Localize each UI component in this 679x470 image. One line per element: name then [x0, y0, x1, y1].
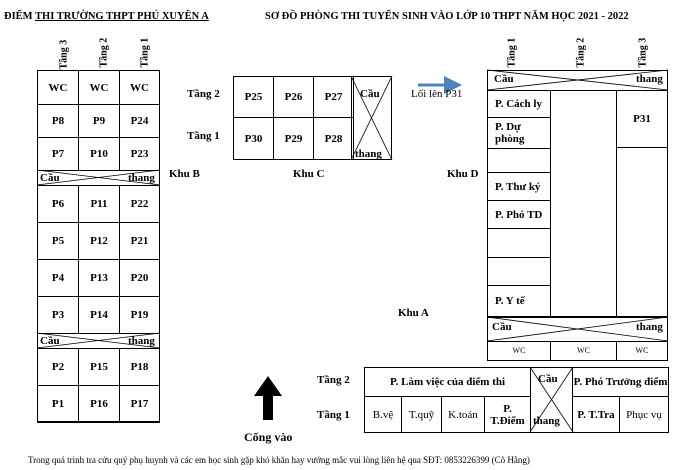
- khu-c-floor1: Tầng 1: [187, 130, 220, 142]
- khu-a-stair-top: Cầu: [538, 373, 558, 385]
- khu-c-name: Khu C: [293, 168, 325, 180]
- khu-d-floor-1: Tầng 1: [506, 37, 518, 68]
- gate-arrow: [254, 376, 282, 420]
- khu-d-room-t1: P. Dự phòng: [487, 117, 551, 149]
- khu-b-room-cell: P9: [78, 104, 120, 138]
- khu-b-room-cell: P3: [37, 296, 79, 334]
- khu-d-stair-bottom-left: Cầu: [492, 321, 512, 333]
- p31-route-text: Lối lên P31: [411, 88, 463, 100]
- khu-b-room-cell: P17: [119, 385, 160, 423]
- khu-b-room-cell: P20: [119, 259, 160, 297]
- khu-b-room-cell: P1: [37, 385, 79, 423]
- khu-d-floor3-column: [616, 147, 668, 317]
- khu-b-room-cell: P22: [119, 185, 160, 223]
- khu-b-room-cell: P12: [78, 222, 120, 260]
- khu-a-room-t1: P. T.Điểm: [484, 396, 531, 433]
- khu-d-stair-top-left: Cầu: [494, 73, 514, 85]
- khu-c-room-t2: P25: [233, 76, 274, 118]
- khu-b-room-cell: P10: [78, 137, 120, 171]
- khu-a-floor1: Tầng 1: [317, 409, 350, 421]
- khu-c-room-t2: P26: [273, 76, 314, 118]
- khu-b-room-cell: P8: [37, 104, 79, 138]
- khu-a-room-t1: B.vệ: [364, 396, 402, 433]
- header-prefix: ĐIỂM: [4, 11, 33, 22]
- khu-b-room-cell: P19: [119, 296, 160, 334]
- khu-a-room-t1: T.quỹ: [401, 396, 442, 433]
- khu-b-room-cell: P11: [78, 185, 120, 223]
- khu-d-wc: WC: [616, 341, 668, 361]
- khu-d-stair-bottom-right: thang: [636, 321, 663, 333]
- khu-b-name: Khu B: [169, 168, 200, 180]
- khu-d-name: Khu D: [447, 168, 479, 180]
- khu-a-pho-truong-room: P. Phó Trưởng điểm: [572, 367, 669, 397]
- khu-d-room-t1: [487, 228, 551, 258]
- khu-b-stair-2-right: thang: [128, 335, 155, 347]
- page-title: SƠ ĐỒ PHÒNG THI TUYỂN SINH VÀO LỚP 10 THPT NĂM HỌC 2021 - 2022: [265, 11, 629, 22]
- khu-c-room-t1: P30: [233, 117, 274, 160]
- khu-b-room-cell: P24: [119, 104, 160, 138]
- khu-b-floor-3: Tầng 3: [58, 39, 70, 70]
- gate-label: Cổng vào: [244, 430, 293, 444]
- khu-d-floor-3: Tầng 3: [637, 37, 649, 68]
- khu-a-stair-bottom: thang: [533, 415, 560, 427]
- khu-b-floor-2: Tầng 2: [98, 37, 110, 68]
- khu-b-room-cell: P21: [119, 222, 160, 260]
- khu-b-room-cell: P4: [37, 259, 79, 297]
- khu-b-room-cell: P23: [119, 137, 160, 171]
- khu-d-room-t1: P. Y tế: [487, 285, 551, 317]
- khu-b-wc-cell: WC: [37, 70, 79, 105]
- khu-b-room-cell: P14: [78, 296, 120, 334]
- khu-d-room-t1: [487, 257, 551, 286]
- school-name: THI TRƯỜNG THPT PHÚ XUYÊN A: [35, 11, 209, 22]
- khu-a-lam-viec-room: P. Làm việc của điểm thi: [364, 367, 531, 397]
- khu-b-room-cell: P18: [119, 348, 160, 386]
- khu-b-room-cell: P15: [78, 348, 120, 386]
- khu-b-room-cell: P5: [37, 222, 79, 260]
- khu-b-stair-1-left: Cầu: [40, 172, 60, 184]
- khu-b-wc-cell: WC: [119, 70, 160, 105]
- khu-b-room-cell: P7: [37, 137, 79, 171]
- khu-d-wc: WC: [550, 341, 617, 361]
- khu-d-floor2-column: [550, 90, 617, 317]
- khu-d-floor-2: Tầng 2: [575, 37, 587, 68]
- khu-b-stair-1-right: thang: [128, 172, 155, 184]
- khu-a-room-t1: K.toán: [441, 396, 485, 433]
- khu-c-room-t2: P27: [313, 76, 354, 118]
- khu-d-room-t1: [487, 148, 551, 173]
- khu-d-room-t1: P. Phó TD: [487, 200, 551, 229]
- khu-a-name: Khu A: [398, 307, 429, 319]
- footer-note: Trong quá trình tra cứu quý phụ huynh và các em học sinh gặp khó khăn hay vướng mắc vui lòng liên hệ qua SĐT: 0853226399 (Cô Hằng): [28, 455, 530, 465]
- khu-c-room-t1: P29: [273, 117, 314, 160]
- khu-a-floor2: Tầng 2: [317, 374, 350, 386]
- khu-c-stair-top: Cầu: [360, 88, 380, 100]
- khu-b-wc-cell: WC: [78, 70, 120, 105]
- khu-a-thanh-tra-room: P. T.Tra: [572, 396, 620, 433]
- khu-d-wc: WC: [487, 341, 551, 361]
- khu-b-floor-1: Tầng 1: [139, 37, 151, 68]
- khu-c-floor2: Tầng 2: [187, 88, 220, 100]
- khu-c-room-t1: P28: [313, 117, 354, 160]
- khu-b-room-cell: P13: [78, 259, 120, 297]
- p31-route-label: [411, 88, 462, 100]
- khu-d-room-t1: P. Thư ký: [487, 172, 551, 201]
- khu-a-phuc-vu-room: Phục vụ: [619, 396, 669, 433]
- khu-b-room-cell: P6: [37, 185, 79, 223]
- khu-b-room-cell: P2: [37, 348, 79, 386]
- khu-b-room-cell: P16: [78, 385, 120, 423]
- khu-c-stair-bottom: thang: [355, 148, 382, 160]
- khu-d-room-t1: P. Cách ly: [487, 90, 551, 118]
- khu-d-stair-top-right: thang: [636, 73, 663, 85]
- khu-b-stair-2-left: Cầu: [40, 335, 60, 347]
- khu-d-room-p31: P31: [616, 90, 668, 148]
